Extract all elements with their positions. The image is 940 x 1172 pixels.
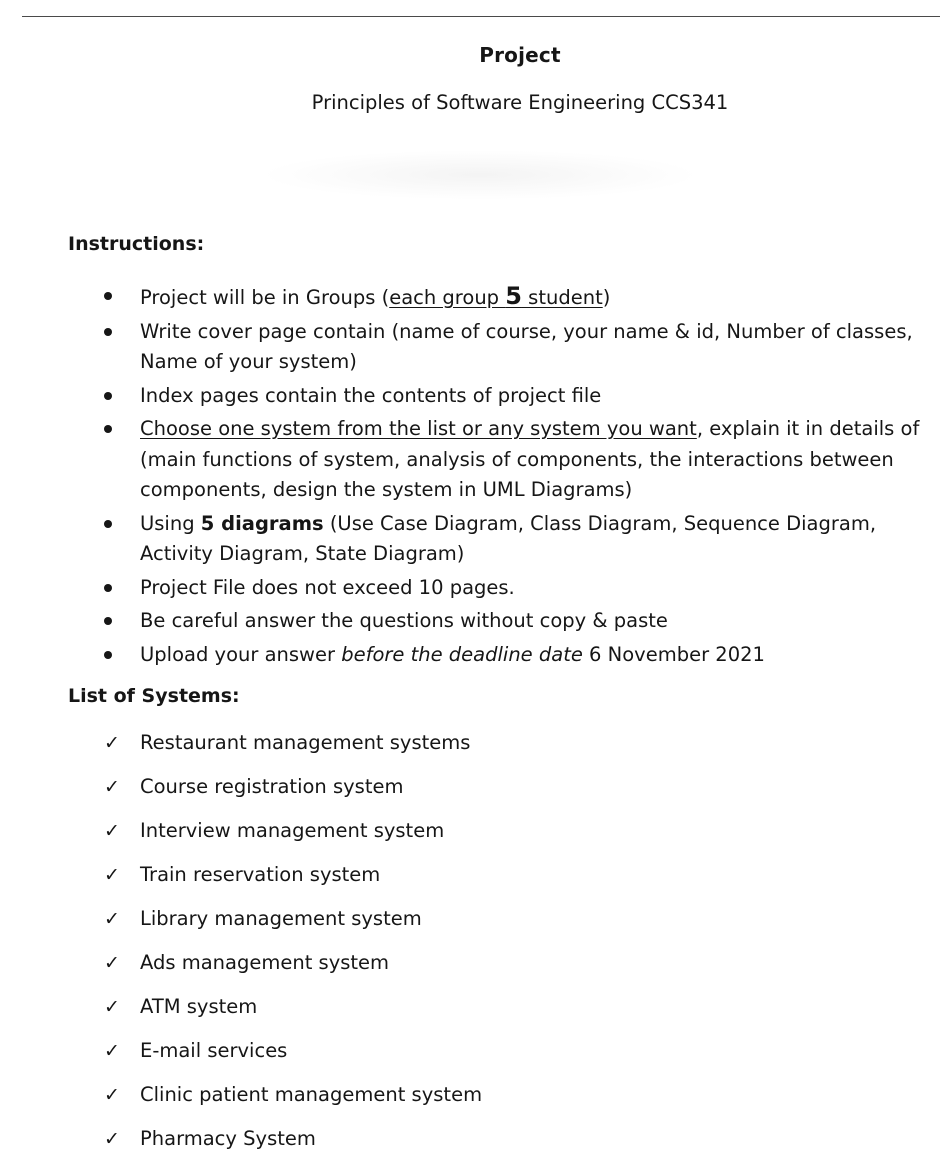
system-list-item — [0, 1124, 940, 1168]
system-list-item — [0, 1036, 940, 1080]
bullet-icon — [104, 584, 112, 592]
instruction-choose: Choose one system from the list or any system you want, explain it in details of (main functions of system, analysis of components, the interactions between components, design the system in UML Diagrams) — [0, 414, 940, 506]
bullet-icon — [104, 617, 112, 625]
checkmark-icon: ✓ — [104, 1040, 120, 1062]
instruction-diagrams: Using 5 diagrams (Use Case Diagram, Class Diagram, Sequence Diagram, Activity Diagram, State Diagram) — [0, 509, 940, 570]
system-list-item — [0, 1080, 940, 1124]
bullet-icon — [104, 425, 112, 433]
checkmark-icon: ✓ — [104, 908, 120, 930]
bullet-icon — [104, 328, 112, 336]
bullet-icon — [104, 520, 112, 528]
checkmark-icon: ✓ — [104, 820, 120, 842]
instructions-heading: Instructions: — [68, 233, 205, 255]
system-name: Clinic patient management system — [140, 1083, 483, 1106]
instruction-index: Index pages contain the contents of project file — [0, 381, 940, 412]
system-list-item — [0, 816, 940, 860]
checkmark-icon: ✓ — [104, 864, 120, 886]
checkmark-icon: ✓ — [104, 952, 120, 974]
scan-smudge — [260, 150, 700, 200]
system-list-item — [0, 772, 940, 816]
system-list-item — [0, 948, 940, 992]
system-list-item — [0, 728, 940, 772]
page-title: Project — [479, 43, 561, 67]
system-name: Interview management system — [140, 819, 445, 842]
checkmark-icon: ✓ — [104, 776, 120, 798]
system-name: Ads management system — [140, 951, 390, 974]
bullet-icon — [104, 392, 112, 400]
system-list-item — [0, 992, 940, 1036]
checkmark-icon: ✓ — [104, 1084, 120, 1106]
system-name: E-mail services — [140, 1039, 288, 1062]
group-size-underlined: each group 5 student — [389, 282, 603, 310]
system-list-item — [0, 904, 940, 948]
instruction-pages: Project File does not exceed 10 pages. — [0, 573, 940, 604]
instruction-cover: Write cover page contain (name of course, your name & id, Number of classes, Name of your system) — [0, 317, 940, 378]
system-list-item — [0, 860, 940, 904]
course-subtitle: Principles of Software Engineering CCS341 — [311, 91, 729, 114]
system-name: Library management system — [140, 907, 422, 930]
bullet-icon — [104, 651, 112, 659]
systems-list — [0, 728, 940, 1168]
bullet-icon — [104, 292, 112, 300]
deadline-italic: before the deadline date — [341, 642, 583, 666]
systems-heading: List of Systems: — [68, 685, 240, 707]
instruction-careful: Be careful answer the questions without copy & paste — [0, 606, 940, 637]
top-rule — [22, 16, 940, 17]
instruction-upload: Upload your answer before the deadline date 6 November 2021 — [0, 640, 940, 671]
system-name: ATM system — [140, 995, 258, 1018]
system-name: Pharmacy System — [140, 1127, 316, 1150]
instruction-groups: Project will be in Groups (each group 5 student) — [0, 281, 940, 314]
checkmark-icon: ✓ — [104, 1128, 120, 1150]
checkmark-icon: ✓ — [104, 732, 120, 754]
system-name: Course registration system — [140, 775, 404, 798]
instructions-list — [0, 281, 940, 673]
checkmark-icon: ✓ — [104, 996, 120, 1018]
system-name: Train reservation system — [140, 863, 381, 886]
choose-underlined: Choose one system from the list or any system you want — [140, 417, 697, 440]
diagrams-bold: 5 diagrams — [200, 511, 324, 535]
system-name: Restaurant management systems — [140, 731, 471, 754]
